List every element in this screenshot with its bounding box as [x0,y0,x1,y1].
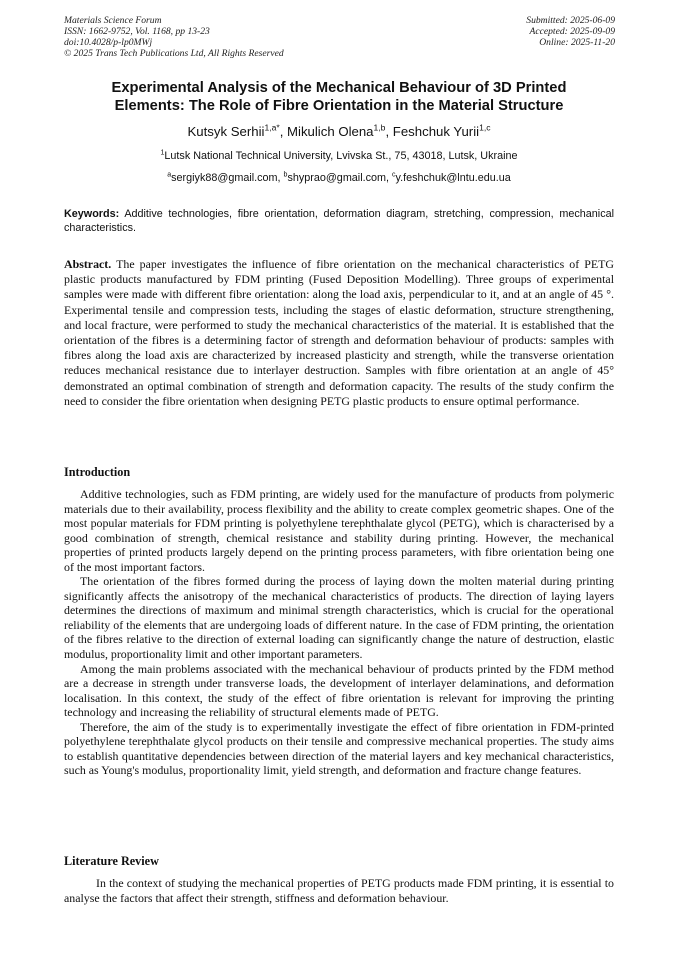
paragraph: In the context of studying the mechanical properties of PETG products made FDM printing, it is essential to analyse the factors that affect their strength, stiffness and deformation behaviour. [64,876,614,905]
accepted-date: Accepted: 2025-09-09 [529,26,615,37]
keywords [64,207,614,235]
author-list: Kutsyk Serhii$^{1,a*}$, Mikulich Olena$^{1,b}$, Feshchuk Yurii$^{1,c}$ [187,122,491,139]
email-sup: b [283,171,288,179]
copyright: © 2025 Trans Tech Publications Ltd, All Rights Reserved [64,48,284,59]
paragraph: Additive technologies, such as FDM printing, are widely used for the manufacture of products from polymeric materials due to their availability, process flexibility and the ability to create complex geometric shapes. One of the most popular materials for FDM printing is polyethylene terephthalate glycol (PETG), which is characterised by a good combination of strength, chemical resistance and stability during printing. However, the mechanical properties of printed products largely depend on the printing process parameters, with fibre orientation being one of the most important factors. [64,487,614,574]
paragraph: Therefore, the aim of the study is to experimentally investigate the effect of fibre orientation in FDM-printed polyethylene terephthalate glycol products on their tensile and compressive mechanical properties. The study aims to establish quantitative dependencies between direction of the material layers and key mechanical characteristics, such as Young's modulus, proportionality limit, yield strength, and deformation and fracture change features. [64,719,614,778]
email-sup: c [392,171,396,179]
affiliation [60,150,618,163]
abstract-label: Abstract. [64,257,112,271]
title-line-1: Experimental Analysis of the Mechanical Behaviour of 3D Printed [111,80,567,96]
author-sup: 1,c [479,122,491,133]
title-line-2: Elements: The Role of Fibre Orientation in the Material Structure [114,98,564,114]
paper-title [60,79,618,115]
affiliation-sup: 1 [160,149,165,157]
submitted-date: Submitted: 2025-06-09 [526,15,615,26]
literature-review-heading: Literature Review [64,854,159,868]
abstract-text: The paper investigates the influence of fibre orientation on the mechanical characteristics of PETG plastic products manufactured by FDM printing (Fused Deposition Modelling). Three groups of experimental samples were made with different fibre orientation: along the load axis, perpendicular to it, and at an angle of 45 °. Experimental tensile and compression tests, including the stages of elastic deformation, structure strengthening, and local fracture, were performed to study the mechanical characteristics of the material. It is established that the orientation of the fibres is a determining factor of strength and deformation behaviour of products: samples with fibres along the load axis are characterized by increased plasticity and strength, while the transverse orientation reduces mechanical resistance due to interlayer destruction. Samples with fibre orientation at an angle of 45° demonstrated an optimal combination of strength and deformation capacity. The results of the study confirm the need to consider the fibre orientation when designing PETG plastic products to ensure optimal performance. [64,257,614,408]
online-date: Online: 2025-11-20 [539,37,615,48]
author-name: Mikulich Olena [287,124,374,139]
email-list: $^a$sergiyk88@gmail.com, $^b$shyprao@gmail.com, $^c$y.feshchuk@lntu.edu.ua [167,171,511,184]
author-name: Feshchuk Yurii [392,124,480,139]
email-link[interactable]: sergiyk88@gmail.com [171,172,278,184]
literature-review-body [64,876,614,905]
doi: doi:10.4028/p-lp0MWj [64,37,153,48]
abstract [64,257,614,409]
introduction-body [64,487,614,778]
journal-info [64,15,284,59]
author-name: Kutsyk Serhii [187,124,265,139]
email-link[interactable]: y.feshchuk@lntu.edu.ua [395,172,511,184]
publication-dates [526,15,615,48]
author-sup: 1,a* [264,122,280,133]
introduction-heading: Introduction [64,465,131,479]
paragraph: Among the main problems associated with the mechanical behaviour of products printed by the FDM method are a decrease in strength under transverse loads, the development of interlayer delaminations, and deformation localisation. In this context, the study of the effect of fibre orientation is relevant for improving the printing technology and increasing the reliability of structural elements made of PETG. [64,661,614,720]
keywords-text: Additive technologies, fibre orientation, deformation diagram, stretching, compression, mechanical characteristics. [64,208,614,234]
email-link[interactable]: shyprao@gmail.com [287,172,387,184]
author-sup: 1,b [373,122,386,133]
keywords-label: Keywords: [64,208,120,220]
affiliation-text: Lutsk National Technical University, Lvivska St., 75, 43018, Lutsk, Ukraine [164,150,518,162]
email-sup: a [167,171,172,179]
paragraph: The orientation of the fibres formed during the process of laying down the molten material during printing significantly affects the anisotropy of the mechanical characteristics of products. The direction of laying layers determines the directions of maximum and minimal strength characteristics, which is crucial for the operational reliability of the elements that are undergoing loads of different nature. In the case of FDM printing, the orientation of the fibres relative to the direction of external loading can significantly change the nature of destruction, elastic modulus, proportionality limit and other important parameters. [64,574,614,662]
journal-name: Materials Science Forum [64,15,162,26]
issn: ISSN: 1662-9752, Vol. 1168, pp 13-23 [64,26,210,37]
